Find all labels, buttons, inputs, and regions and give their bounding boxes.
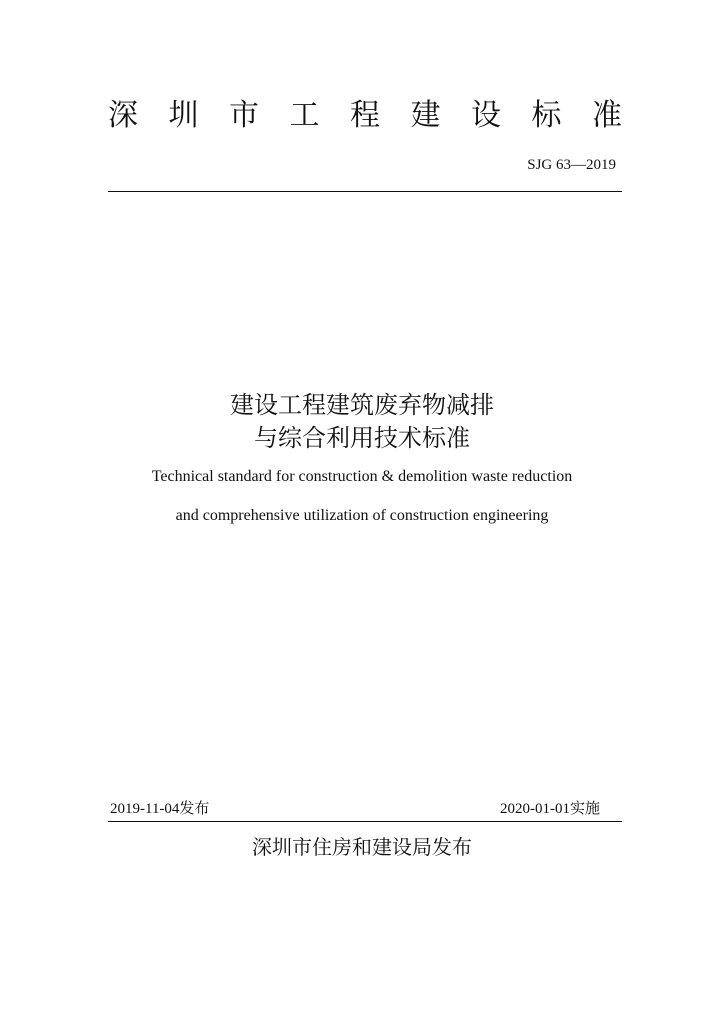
title-cn-line1: 建设工程建筑废弃物减排	[230, 391, 494, 419]
effective-date: 2020-01-01实施	[500, 801, 600, 817]
header-title-char: 深	[108, 98, 138, 133]
title-cn-line2: 与综合利用技术标准	[254, 424, 470, 452]
title-en-line2: and comprehensive utilization of construction engineering	[175, 507, 549, 524]
title-en-line1: Technical standard for construction & demolition waste reduction	[151, 468, 573, 485]
header-title-char: 准	[592, 98, 622, 133]
header-title-char: 建	[410, 98, 441, 133]
standard-number: SJG 63—2019	[527, 157, 616, 173]
issue-date: 2019-11-04发布	[110, 801, 210, 817]
header-title	[108, 96, 622, 136]
header-title-char: 标	[531, 98, 562, 133]
top-divider	[108, 191, 622, 192]
header-title-char: 工	[289, 98, 320, 133]
header-title-char: 圳	[168, 98, 199, 133]
header-title-char: 设	[471, 98, 501, 133]
bottom-divider	[108, 821, 622, 822]
header-title-char: 市	[229, 98, 259, 133]
publisher: 深圳市住房和建设局发布	[252, 835, 472, 859]
header-title-char: 程	[350, 98, 380, 133]
